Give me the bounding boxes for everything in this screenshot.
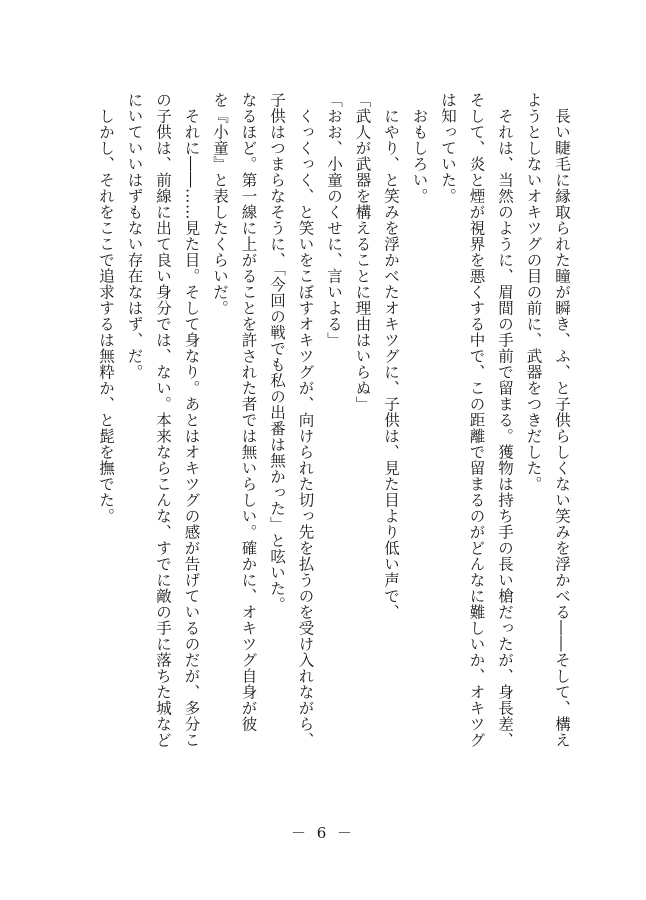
vertical-text-block [92, 92, 577, 804]
text-line: なるほど。第一線に上がることを許された者では無いらしい。確かに、オキツグ自身が彼 [239, 92, 258, 732]
text-line: それに――……見た目。そして身なり。あとはオキツグの感が告げているのだが、多分こ [182, 92, 201, 748]
text-line: それは、当然のように、眉間の手前で留まる。獲物は持ち手の長い槍だったが、身長差、 [496, 92, 514, 748]
text-line: にやり、と笑みを浮かべたオキツグに、子供は、見た目より低い声で、 [382, 92, 400, 620]
text-line: を『小童』と表したくらいだ。 [211, 92, 229, 316]
text-line: ようとしないオキツグの目の前に、武器をつきだした。 [524, 92, 543, 492]
text-line: おもしろい。 [410, 92, 429, 204]
text-line: の子供は、前線に出て良い身分では、ない。本来ならこんな、すでに敵の手に落ちた城など [154, 92, 172, 748]
text-line: は知っていた。 [439, 92, 457, 204]
text-line: 子供はつまらなそうに、「今回の戦でも私の出番は無かった」と呟いた。 [268, 92, 286, 613]
text-line: 長い睫毛に縁取られた瞳が瞬き、ふ、と子供らしくない笑みを浮かべる――そして、構え [553, 92, 571, 748]
text-line: にいていいはずもない存在なはず、だ。 [125, 92, 144, 380]
text-line: くっくっく、と笑いをこぼすオキツグが、向けられた切っ先を払うのを受け入れながら、 [296, 92, 315, 748]
page-number: － 6 － [290, 824, 356, 842]
text-line: 「武人が武器を構えることに理由はいらぬ」 [353, 92, 372, 412]
text-line: 「おお、小童のくせに、言いよる」 [325, 92, 343, 348]
text-line: そして、炎と煙が視界を悪くする中で、この距離で留まるのがどんなに難しいか、オキツグ [467, 92, 486, 748]
text-line: しかし、それをここで追求するは無粋か、と髭を撫でた。 [97, 92, 115, 524]
